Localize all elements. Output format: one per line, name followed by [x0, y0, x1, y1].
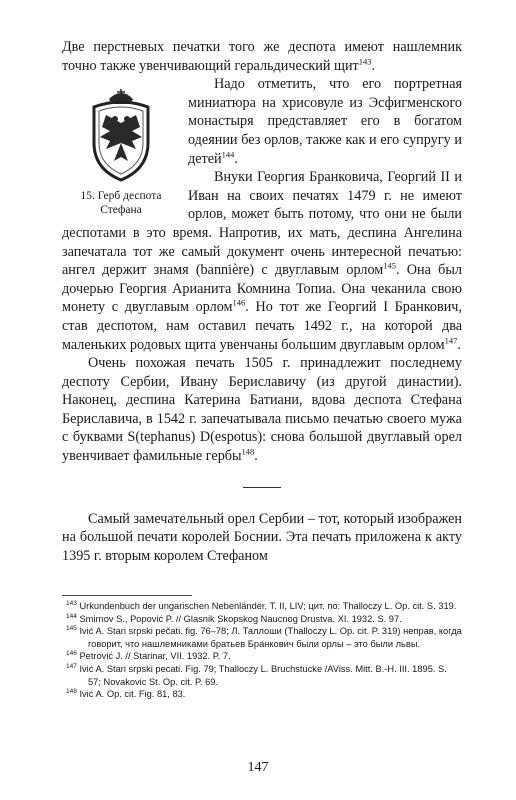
footnotes [62, 600, 462, 701]
paragraph-5: Самый замечательный орел Сербии – тот, который изображен на большой печати королей Боснии. Эта печать приложена к акту 1395 г. вторым королем Стефаном [62, 510, 462, 564]
page-number: 147 [247, 760, 269, 775]
footnote-146: $^{146}$ Petrović J. // Starinar, VII. 1932. P. 7. [66, 650, 231, 662]
footnote-145: $^{145}$ Ivić A. Stari srpski pečati. fig. 76–78; Л. Таллоши (Thalloczy L. Op. cit. P. 319) неправ, когда говорит, что нашлемниками братьев Бранкович были орлы – это были львы. [66, 625, 462, 649]
footnote-ref-146[interactable]: 146 [232, 297, 246, 308]
figure-caption: 15. Герб деспота Стефана [80, 190, 162, 217]
footnote-148: $^{148}$ Ivić A. Op. cit. Fig. 81, 83. [66, 688, 186, 700]
paragraph-3: Внуки Георгия Бранковича, Георгий II и Иван на своих печатях 1479 г. не имеют орлов, может быть потому, что они не были деспотами в это время. Напротив, их мать, деспина Ангелина запечатала тот же самый документ очень интересной печатью: ангел держит знамя (bannière) с двуглавым орлом$^{145}$. Она был дочерью Георгия Арианита Комнина Топиа. Она чеканила свою монету с двуглавым орлом$^{146}$. Но тот же Георгий I Бранкович, став деспотом, нам оставил печать 1492 г., на которой два маленьких родовых щита увенчаны большим двуглавым орлом$^{147}$. [62, 169, 463, 353]
footnote-147: $^{147}$ Ivić A. Stari srpski pecati. Fig. 79; Thalloczy L. Bruchstucke /AViss. Mitt. B.-H. III. 1895. S. 57; Novakovic St. Op. cit. P. 69. [66, 662, 447, 687]
paragraph-4: Очень похожая печать 1505 г. принадлежит последнему деспоту Сербии, Ивану Бериславичу (из другой династии). Наконец, деспина Катерина Батиани, вдова деспота Стефана Бериславича, в 1542 г. запечатывала письмо печатью своего мужа с буквами S(tephanus) D(espotus): снова большой двуглавый орел увенчивает фамильные гербы$^{148}$. [62, 355, 462, 465]
page-body [62, 38, 462, 565]
footnote-ref-147[interactable]: 147 [444, 334, 458, 345]
coat-of-arms-figure [62, 87, 180, 217]
footnote-rule [62, 595, 192, 596]
footnote-143: $^{143}$ Urkundenbuch der ungarischen Nebenländer. T. II, LIV; цит. по: Thalloczy L. Op. cit. S. 319. [66, 599, 457, 611]
footnote-ref-143[interactable]: 143 [358, 55, 372, 66]
paragraph-1: Две перстневых печатки того же деспота имеют нашлемник точно также увенчивающий геральдический щит$^{143}$. [62, 39, 462, 74]
coat-of-arms-icon [86, 87, 156, 183]
paragraph-2: Надо отметить, что его портретная миниатюра на хрисовуле из Эсфигменского монастыря представляет его в богатом одеянии без орлов, также как и его супругу и детей$^{144}$. [188, 76, 462, 167]
footnote-144: $^{144}$ Smirnov S., Popović P. // Glasnik Skopskog Naucnog Drustva. XI. 1932. S. 97. [66, 612, 402, 624]
footnote-ref-144[interactable]: 144 [221, 148, 235, 159]
footnote-ref-145[interactable]: 145 [383, 260, 396, 271]
section-separator [243, 487, 281, 488]
footnote-ref-148[interactable]: 148 [241, 446, 255, 457]
